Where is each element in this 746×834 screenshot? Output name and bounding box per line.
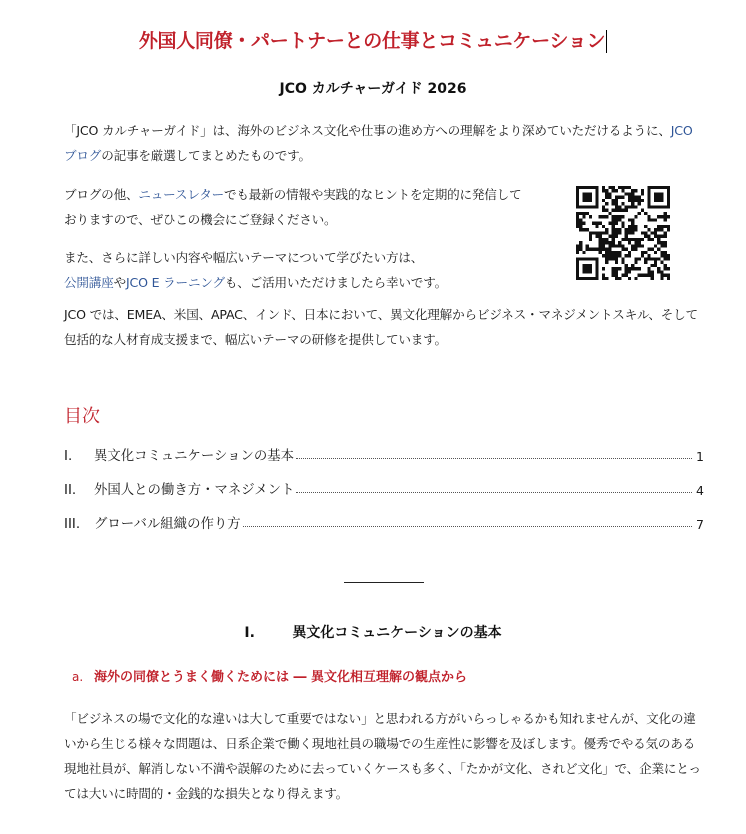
document-title-text: 外国人同僚・パートナーとの仕事とコミュニケーション xyxy=(138,30,606,52)
intro-p2-text-end: おりますので、ぜひこの機会にご登録ください。 xyxy=(64,212,337,227)
toc-item-page: 4 xyxy=(696,483,704,498)
e-learning-link[interactable]: JCO E ラーニング xyxy=(125,275,225,290)
intro-p2-text-mid: でも最新の情報や実践的なヒントを定期的に発信して xyxy=(224,187,522,202)
document-title[interactable] xyxy=(0,26,746,53)
section-number: I. xyxy=(244,625,255,641)
toc-item-page: 1 xyxy=(696,449,704,464)
jco-blog-link[interactable]: JCO ブログ xyxy=(64,123,693,163)
intro-paragraph-4: JCO では、EMEA、米国、APAC、インド、日本において、異文化理解からビジネス・マネジメントスキル、そして包括的な人材育成支援まで、幅広いテーマの研修を提供しています。 xyxy=(64,307,698,347)
toc-item-number: III. xyxy=(64,517,81,532)
toc-item-number: I. xyxy=(64,449,73,464)
toc-heading: 目次 xyxy=(64,406,100,427)
subsection-letter: a. xyxy=(72,670,84,684)
intro-p1-text-end: の記事を厳選してまとめたものです。 xyxy=(101,148,311,163)
intro-paragraph-3 xyxy=(64,245,544,295)
intro-p3-text-mid: や xyxy=(113,275,126,290)
subsection-heading xyxy=(72,666,467,685)
toc-item-label: 外国人との働き方・マネジメント xyxy=(94,483,295,498)
intro-p3-text: また、さらに詳しい内容や幅広いテーマについて学びたい方は、 xyxy=(64,250,424,265)
newsletter-link[interactable]: ニュースレター xyxy=(138,187,224,202)
intro-p2-text: ブログの他、 xyxy=(64,187,139,202)
subsection-title: 海外の同僚とうまく働くためには ― 異文化相互理解の観点から xyxy=(94,670,468,685)
toc-item-2[interactable] xyxy=(64,476,704,498)
toc-item-number: II. xyxy=(64,483,77,498)
intro-p1-text: 「JCO カルチャーガイド」は、海外のビジネス文化や仕事の進め方への理解をより深めていただけるように、 xyxy=(64,123,671,138)
toc-item-1[interactable] xyxy=(64,442,704,464)
section-body-paragraph: 「ビジネスの場で文化的な違いは大して重要ではない」と思われる方がいらっしゃるかも知れませんが、文化の違いから生じる様々な問題は、日系企業で働く現地社員の職場での生産性に影響を及ぼします。優秀でやる気のある現地社員が、解消しない不満や誤解のために去っていくケースも多く、「たかが文化、されど文化」で、企業にとっては大いに時間的・金銭的な損失となり得えます。 xyxy=(64,711,701,801)
toc-leader-dots xyxy=(296,492,692,493)
text-cursor xyxy=(606,30,607,53)
intro-paragraph-2 xyxy=(64,182,544,232)
qr-code-icon[interactable] xyxy=(576,186,670,280)
toc-item-page: 7 xyxy=(696,517,704,532)
section-divider xyxy=(344,582,424,583)
section-title: 異文化コミュニケーションの基本 xyxy=(292,625,502,641)
intro-paragraph-1 xyxy=(64,118,704,168)
toc-leader-dots xyxy=(243,526,692,527)
toc-item-label: 異文化コミュニケーションの基本 xyxy=(94,449,295,464)
toc-item-label: グローバル組織の作り方 xyxy=(94,517,241,532)
toc-leader-dots xyxy=(296,458,692,459)
document-subtitle: JCO カルチャーガイド 2026 xyxy=(279,81,467,97)
intro-p3-text-end: も、ご活用いただけましたら幸いです。 xyxy=(224,275,447,290)
toc-item-3[interactable] xyxy=(64,510,704,532)
section-heading xyxy=(0,622,746,642)
public-course-link[interactable]: 公開講座 xyxy=(64,275,114,290)
